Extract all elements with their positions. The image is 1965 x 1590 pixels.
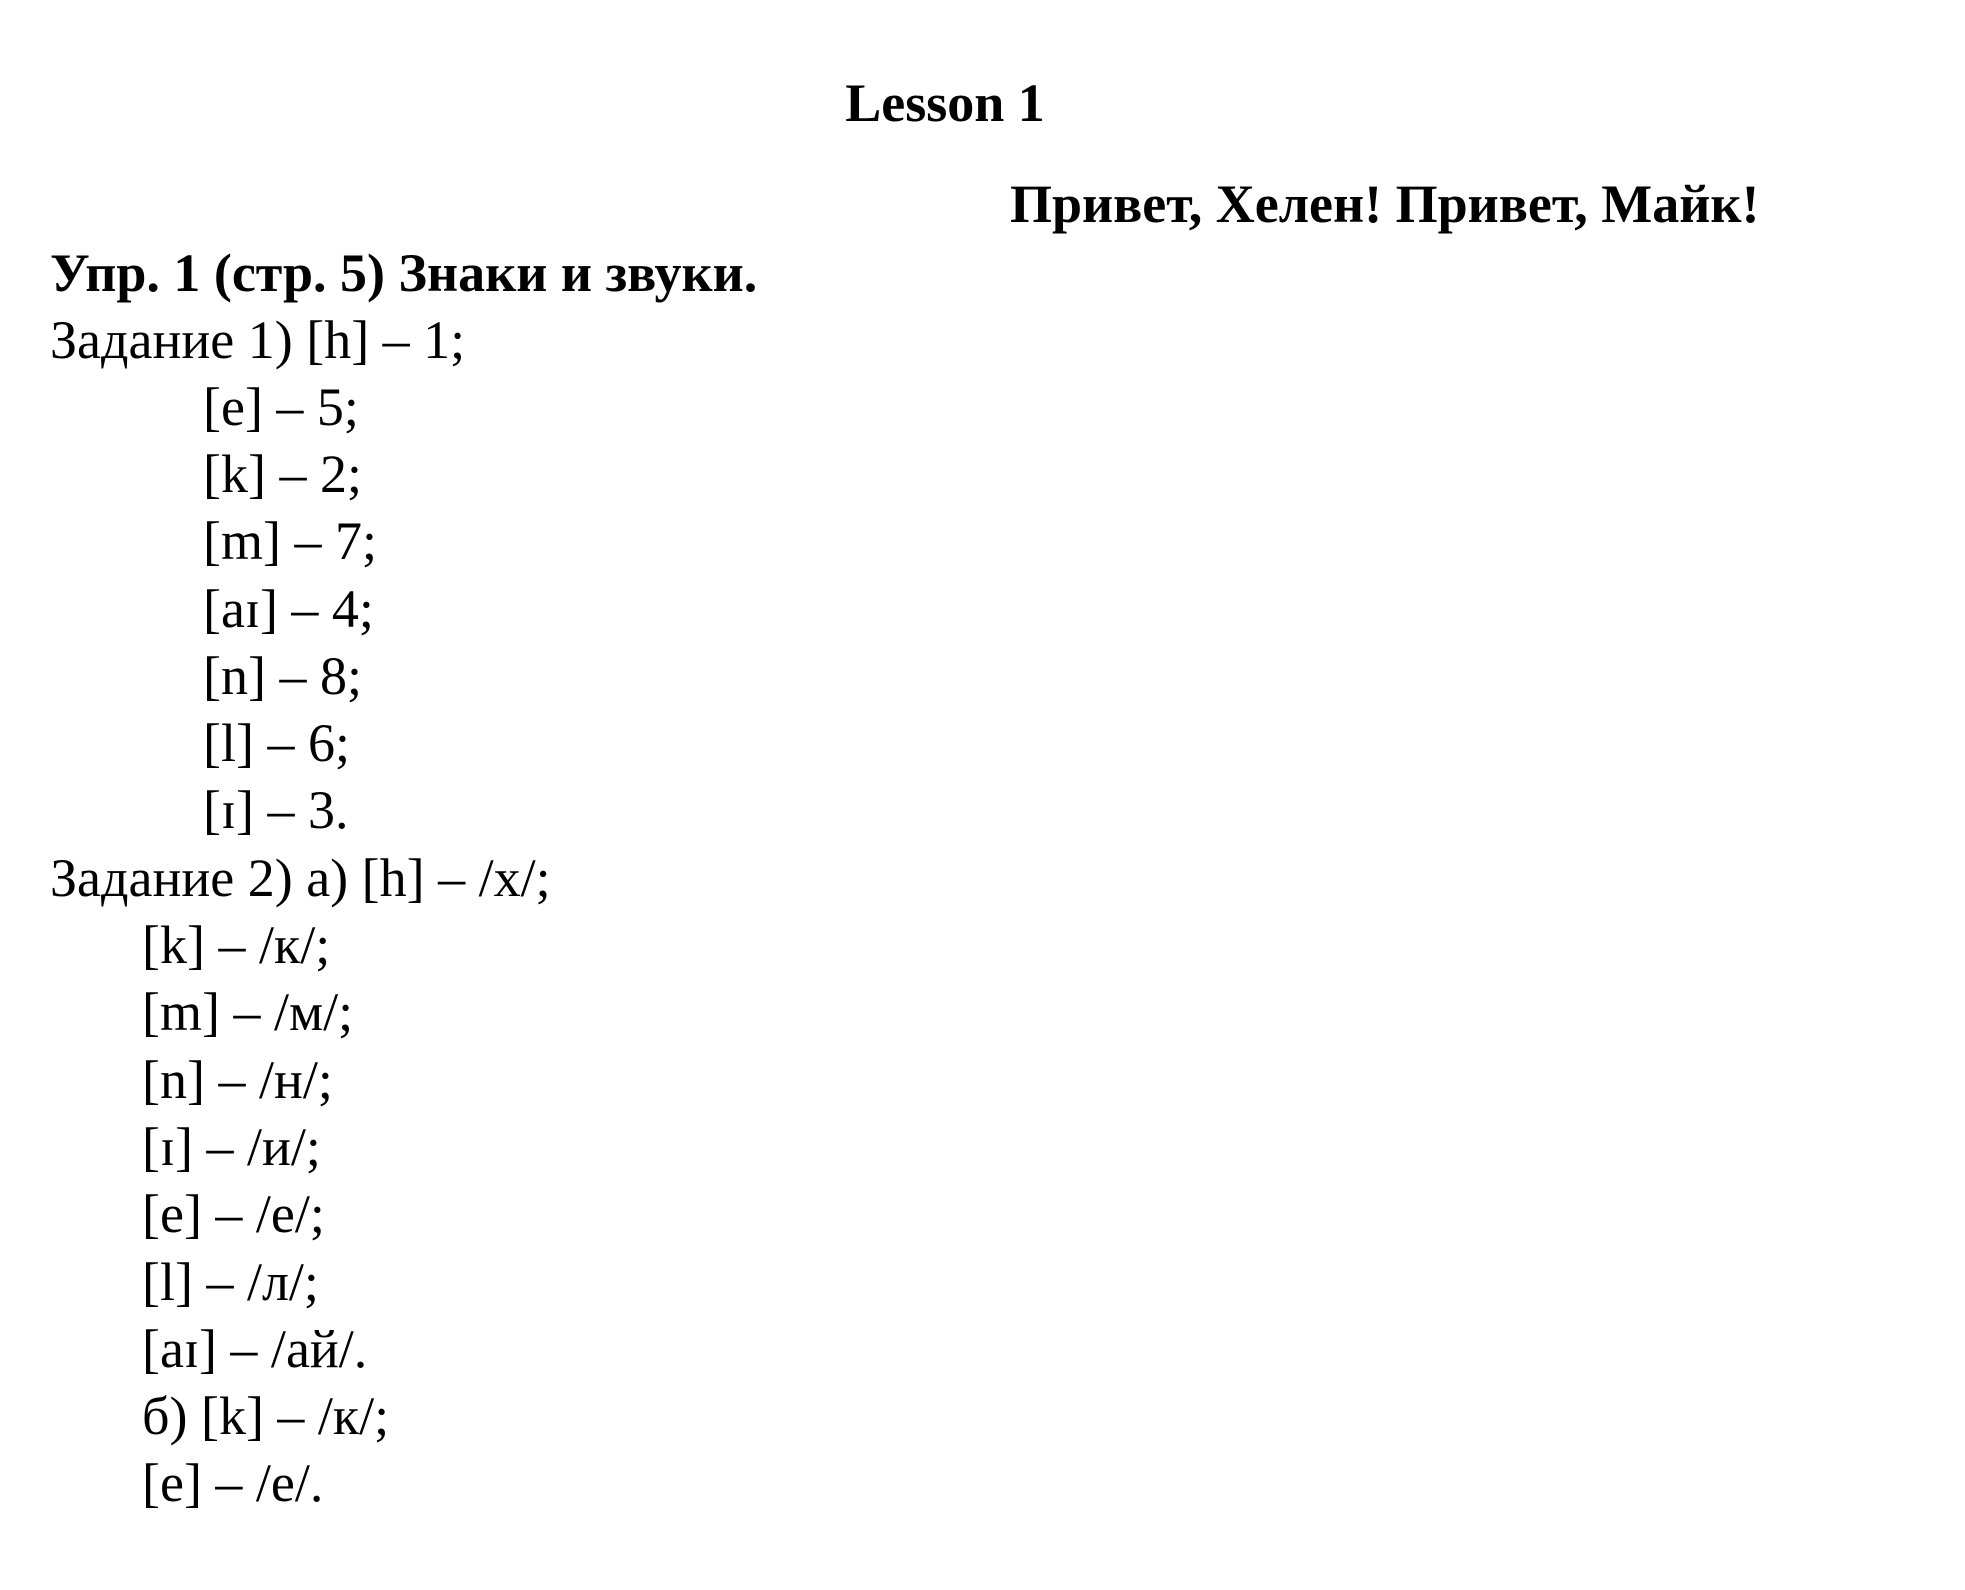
task1-item: [ɪ] – 3.	[203, 780, 349, 840]
task2-item: [k] – /к/;	[142, 915, 331, 975]
task2-item: [m] – /м/;	[142, 982, 354, 1042]
task2-item: [ɪ] – /и/;	[142, 1117, 321, 1177]
task1-item: [e] – 5;	[203, 377, 359, 437]
task2-item: [e] – /е/.	[142, 1453, 324, 1513]
exercise-heading: Упр. 1 (стр. 5) Знаки и звуки.	[50, 243, 758, 303]
task1-label: Задание 1) [h] – 1;	[50, 310, 466, 370]
page-title: Lesson 1	[845, 73, 1045, 133]
lesson-subtitle: Привет, Хелен! Привет, Майк!	[1010, 174, 1760, 234]
task1-item: [aɪ] – 4;	[203, 579, 374, 639]
task2-item: [aɪ] – /ай/.	[142, 1319, 368, 1379]
task1-item: [n] – 8;	[203, 646, 362, 706]
task1-item: [m] – 7;	[203, 511, 377, 571]
task2-item: б) [k] – /к/;	[142, 1386, 390, 1446]
task2-item: [n] – /н/;	[142, 1050, 333, 1110]
task2-item: [e] – /е/;	[142, 1184, 325, 1244]
task2-item: [l] – /л/;	[142, 1252, 319, 1312]
task1-item: [l] – 6;	[203, 713, 350, 773]
task1-item: [k] – 2;	[203, 444, 362, 504]
task2-label: Задание 2) а) [h] – /х/;	[50, 848, 551, 908]
